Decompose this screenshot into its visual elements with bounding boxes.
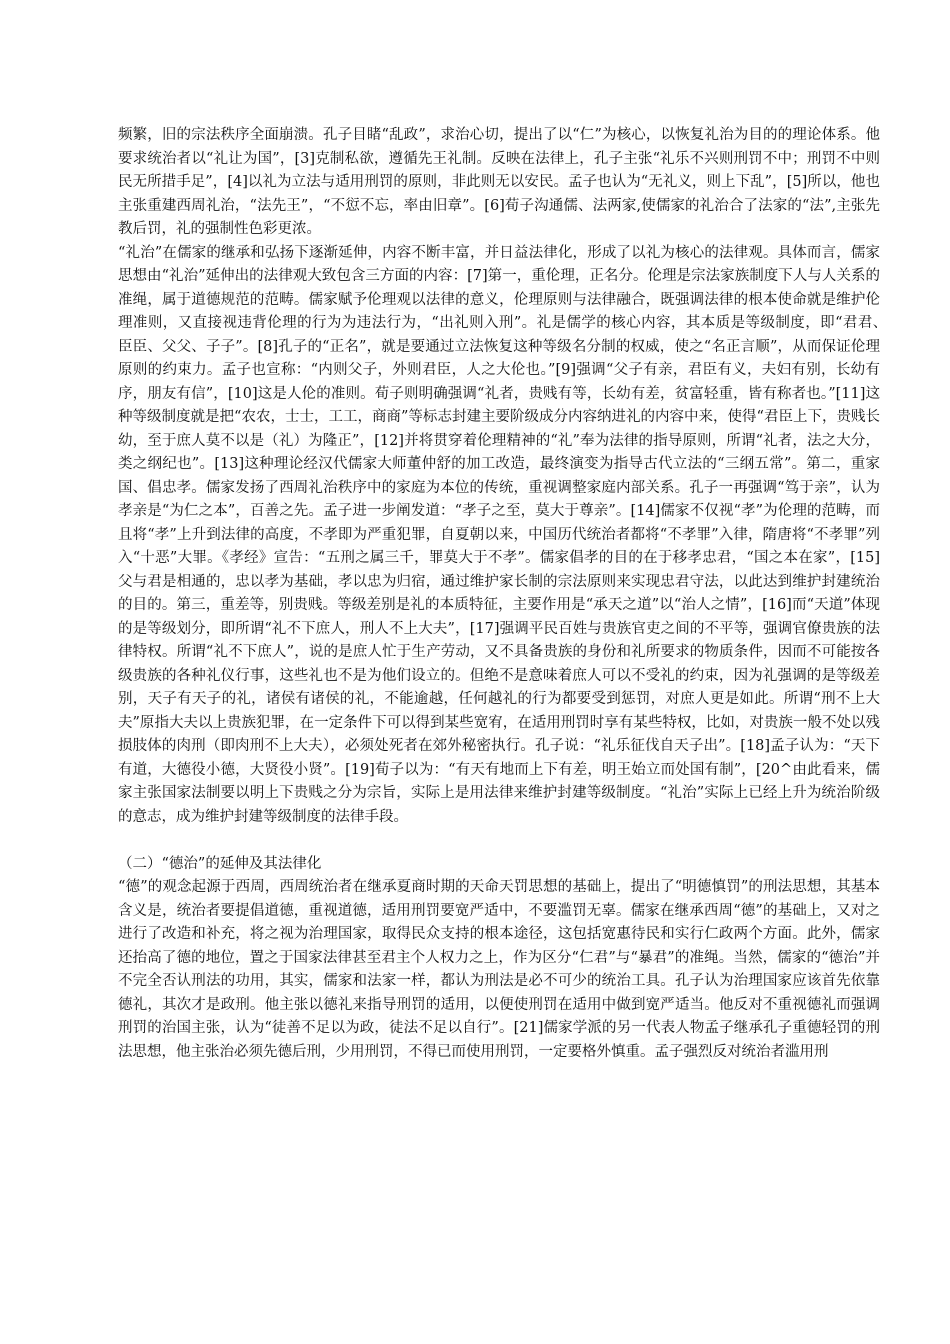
paragraph-1: 频繁，旧的宗法秩序全面崩溃。孔子目睹“乱政”，求治心切，提出了以“仁”为核心，以恢复礼治为目的的理论体系。他要求统治者以“礼让为国”，[3]克制私欲，遵循先王礼制。反映在法律上，孔子主张“礼乐不兴则刑罚不中；刑罚不中则民无所措手足”，[4]以礼为立法与适用刑罚的原则，非此则无以安民。孟子也认为“无礼义，则上下乱”，[5]所以，他也主张重建西周礼治，“法先王”，“不愆不忘，率由旧章”。[6]荀子沟通儒、法两家,使儒家的礼治合了法家的“法”,主张先教后罚，礼的强制性色彩更浓。 [118,127,880,237]
paragraph-spacer [118,829,880,853]
paragraph-3: “德”的观念起源于西周，西周统治者在继承夏商时期的天命天罚思想的基础上，提出了“明德慎罚”的刑法思想，其基本含义是，统治者要提倡道德，重视道德，适用刑罚要宽严适中，不要滥罚无辜。儒家在继承西周“德”的基础上，又对之进行了改造和补充，将之视为治理国家，取得民众支持的根本途径，这包括宽惠待民和实行仁政两个方面。此外，儒家还抬高了德的地位，置之于国家法律甚至君主个人权力之上，作为区分“仁君”与“暴君”的准绳。当然，儒家的“德治”并不完全否认刑法的功用，其实，儒家和法家一样，都认为刑法是必不可少的统治工具。孔子认为治理国家应该首先依靠德礼，其次才是政刑。他主张以德礼来指导刑罚的适用，以便使刑罚在适用中做到宽严适当。他反对不重视德礼而强调刑罚的治国主张，认为“徒善不足以为政，徒法不足以自行”。[21]儒家学派的另一代表人物孟子继承孔子重德轻罚的刑法思想，他主张治必须先德后刑，少用刑罚，不得已而使用刑罚，一定要格外慎重。孟子强烈反对统治者滥用刑 [118,879,880,1060]
section-heading: （二）“德治”的延伸及其法律化 [118,855,322,872]
paragraph-2: “礼治”在儒家的继承和弘扬下逐渐延伸，内容不断丰富，并日益法律化，形成了以礼为核心的法律观。具体而言，儒家思想由“礼治”延伸出的法律观大致包含三方面的内容：[7]第一，重伦理，正名分。伦理是宗法家族制度下人与人关系的准绳，属于道德规范的范畴。儒家赋予伦理观以法律的意义，伦理原则与法律融合，既强调法律的根本使命就是维护伦理准则，又直接视违背伦理的行为为违法行为，“出礼则入刑”。礼是儒学的核心内容，其本质是等级制度，即“君君、 臣臣、父父、子子”。[8]孔子的“正名”，就是要通过立法恢复这种等级名分制的权威，使之“名正言顺”，从而保证伦理原则的约束力。孟子也宣称：“内则父子，外则君臣，人之大伦也。”[9]强调“父子有亲，君臣有义，夫妇有别，长幼有序，朋友有信”，[10]这是人伦的准则。荀子则明确强调“礼者，贵贱有等，长幼有差，贫富轻重，皆有称者也。”[11]这种等级制度就是把“农农，士士，工工，商商”等标志封建主要阶级成分内容纳进礼的内容中来，使得“君臣上下，贵贱长幼，至于庶人莫不以是（礼）为隆正”，[12]并将贯穿着伦理精神的“礼”奉为法律的指导原则，所谓“礼者，法之大分，类之纲纪也”。[13]这种理论经汉代儒家大师董仲舒的加工改造，最终演变为指导古代立法的“三纲五常”。第二，重家国、倡忠孝。儒家发扬了西周礼治秩序中的家庭为本位的传统，重视调整家庭内部关系。孔子一再强调“笃于亲”，认为孝亲是“为仁之本”，百善之先。孟子进一步阐发道：“孝子之至，莫大于尊亲”。[14]儒家不仅视“孝”为伦理的范畴，而且将“孝”上升到法律的高度，不孝即为严重犯罪，自夏朝以来，中国历代统治者都将“不孝罪”入律，隋唐将“不孝罪”列入“十恶”大罪。《孝经》宣告：“五刑之属三千，罪莫大于不孝”。儒家倡孝的目的在于移孝忠君，“国之本在家”，[15]父与君是相通的，忠以孝为基础，孝以忠为归宿，通过维护家长制的宗法原则来实现忠君守法，以此达到维护封建统治的目的。第三，重差等，别贵贱。等级差别是礼的本质特征，主要作用是“承天之道”以“治人之情”，[16]而“天道”体现的是等级划分，即所谓“礼不下庶人，刑人不上大夫”，[17]强调平民百姓与贵族官吏之间的不平等，强调官僚贵族的法律特权。所谓“礼不下庶人”，说的是庶人忙于生产劳动，又不具备贵族的身份和礼所要求的物质条件，因而不可能按各级贵族的各种礼仪行事，这些礼也不是为他们设立的。但绝不是意味着庶人可以不受礼的约束，因为礼强调的是等级差别，天子有天子的礼，诸侯有诸侯的礼，不能逾越，任何越礼的行为都要受到惩罚，对庶人更是如此。所谓“刑不上大夫”原指大夫以上贵族犯罪，在一定条件下可以得到某些宽宥，在适用刑罚时享有某些特权，比如，对贵族一般不处以残损肢体的肉刑（即肉刑不上大夫），必须处死者在郊外秘密执行。孔子说：“礼乐征伐自天子出”。[18]孟子认为：“天下有道，大德役小德，大贤役小贤”。[19]荀子以为：“有天有地而上下有差，明王始立而处国有制”，[20^由此看来，儒家主张国家法制要以明上下贵贱之分为宗旨，实际上是用法律来维护封建等级制度。“礼治”实际上已经上升为统治阶级的意志，成为维护封建等级制度的法律手段。 [118,244,895,825]
document-page [118,124,895,1064]
